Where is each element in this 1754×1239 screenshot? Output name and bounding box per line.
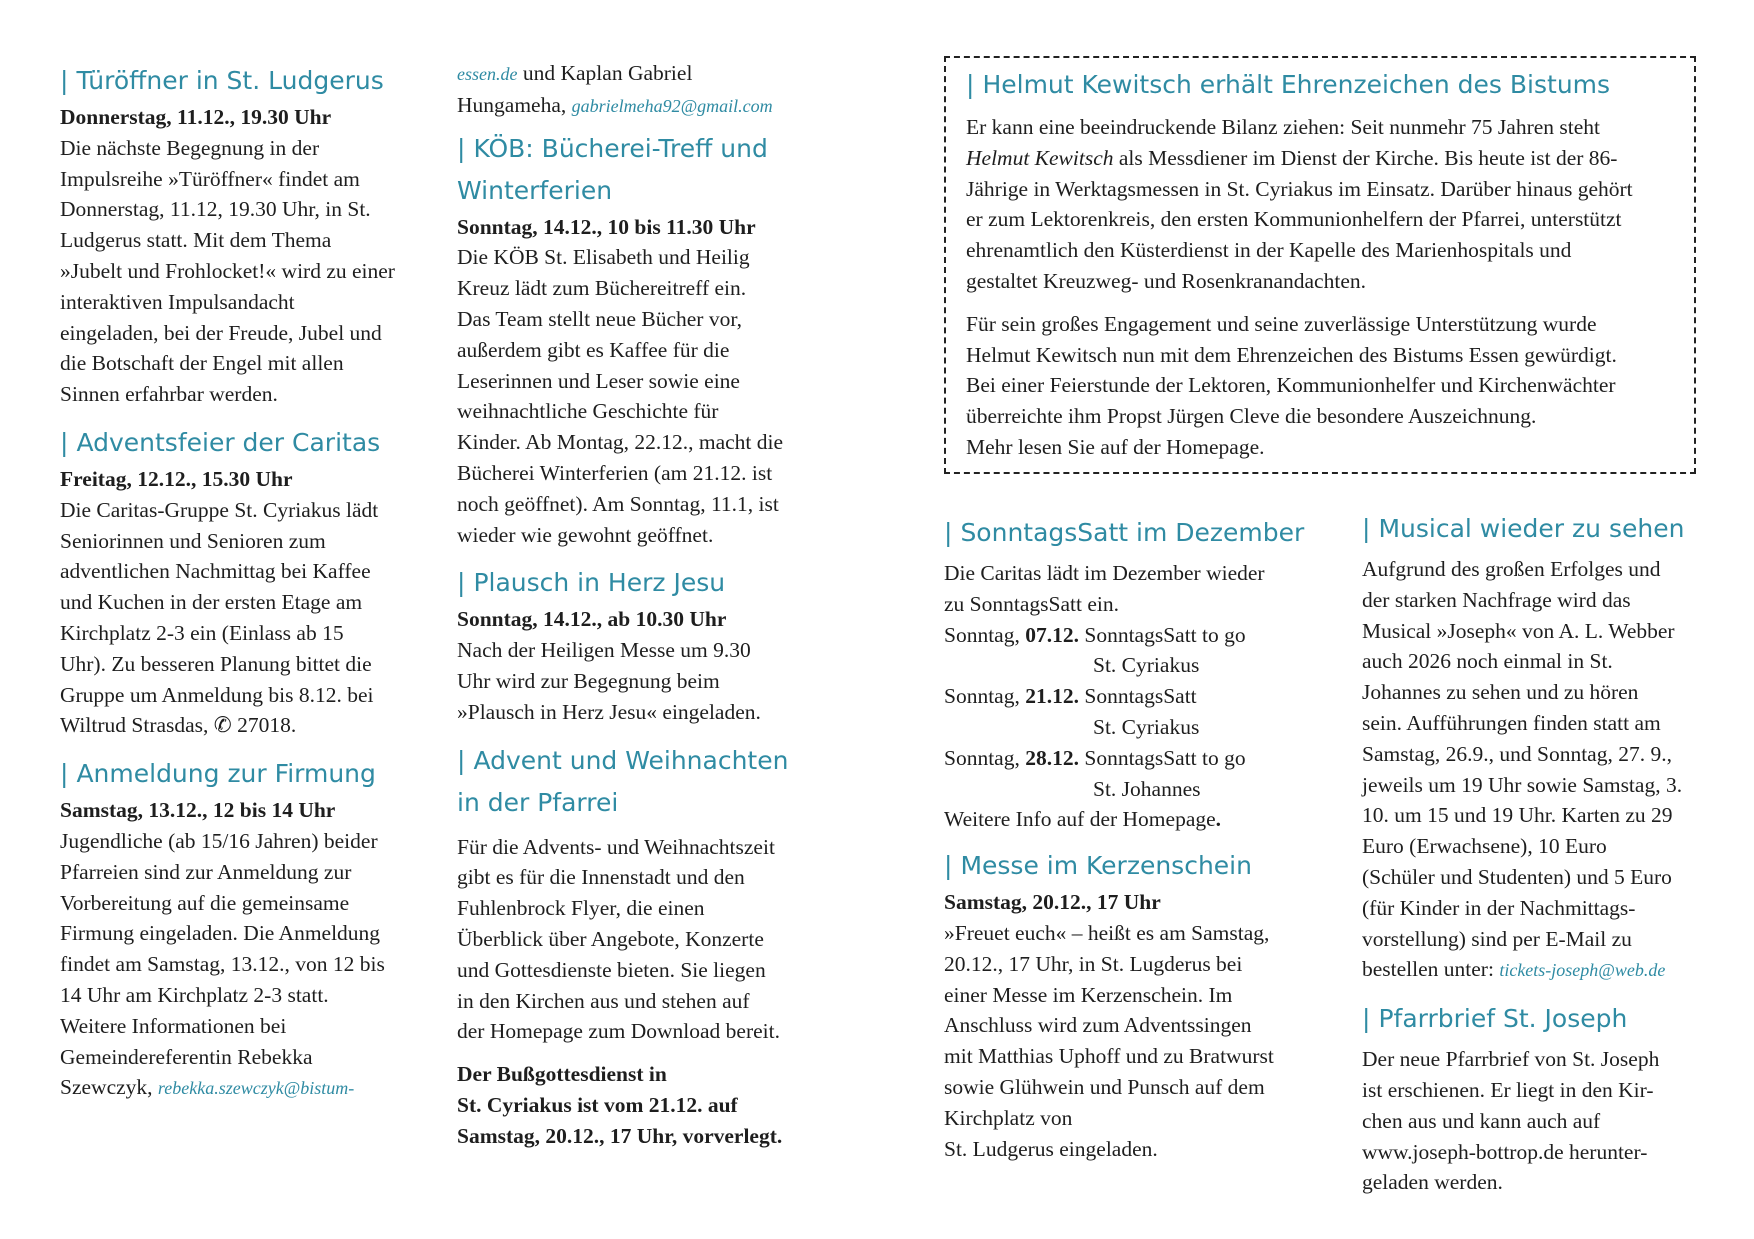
event-date: Samstag, 13.12., 12 bis 14 Uhr: [60, 798, 336, 823]
section-body: Er kann eine beeindruckende Bilanz ziehen: Seit nunmehr 75 Jahren steht Helmut Kewitsch als Messdiener im Dienst der Kirche. Bis heute ist der 86- Jährige in Werktagsmessen in St. Cyriakus im Einsatz. Darüber hinaus gehört er zum Lektorenkreis, den ersten Kommunionhelfern der Pfarrei, unterstützt ehrenamtlich den Küsterdienst in der Kapelle des Marienhospitals und gestaltet Kreuzweg- und Rosenkranandachten.: [966, 115, 1633, 293]
section-title-tueroeffner: | Türöffner in St. Ludgerus: [60, 66, 384, 95]
email-link-szewczyk-cont[interactable]: essen.de: [457, 64, 518, 84]
section-title-adventsfeier: | Adventsfeier der Caritas: [60, 427, 381, 457]
event-date: Freitag, 12.12., 15.30 Uhr: [60, 466, 293, 491]
column-3: [944, 512, 1314, 1164]
section-body: Jugendliche (ab 15/16 Jahren) beider Pfarreien sind zur Anmeldung zur Vorbereitung auf die gemeinsame Firmung eingeladen. Die Anmeldung findet am Samstag, 13.12., von 12 bis 14 Uhr am Kirchplatz 2-3 statt. Weitere Informationen bei Gemeindereferentin Rebekka Szewczyk, rebekka.szewczyk@bistum-: [60, 828, 385, 1100]
event-date: Sonntag, 14.12., ab 10.30 Uhr: [457, 607, 727, 632]
notice-bussgottesdienst: Der Bußgottesdienst in St. Cyriakus ist vom 21.12. auf Samstag, 20.12., 17 Uhr, vorverlegt.: [457, 1062, 783, 1148]
section-title-musical: | Musical wieder zu sehen: [1362, 514, 1685, 543]
column-4: [1362, 508, 1732, 1198]
section-body: Für die Advents- und Weihnachtszeit gibt es für die Innenstadt und den Fuhlenbrock Flyer, die einen Überblick über Angebote, Konzerte und Gottesdienste bieten. Sie liegen in den Kirchen aus und stehen auf der Homepage zum Download bereit.: [457, 834, 780, 1044]
section-body: Der neue Pfarrbrief von St. Joseph ist erschienen. Er liegt in den Kir- chen aus und kann auch auf www.joseph-bottrop.de herunter- geladen werden.: [1362, 1047, 1660, 1195]
event-date: Samstag, 20.12., 17 Uhr: [944, 890, 1161, 915]
event-date: Sonntag, 14.12., 10 bis 11.30 Uhr: [457, 214, 756, 239]
section-body: Aufgrund des großen Erfolges und der starken Nachfrage wird das Musical »Joseph« von A. L. Webber auch 2026 noch einmal in St. Johannes zu sehen und zu hören sein. Aufführungen finden statt am Samstag, 26.9., und Sonntag, 27. 9., jeweils um 19 Uhr sowie Samstag, 3. 10. um 15 und 19 Uhr. Karten zu 29 Euro (Erwachsene), 10 Euro (Schüler und Studenten) und 5 Euro (für Kinder in der Nachmittags- vorstellung) sind per E-Mail zu bestellen unter: tickets-joseph@web.de: [1362, 557, 1683, 982]
section-body: Die nächste Begegnung in der Impulsreihe »Türöffner« findet am Donnerstag, 11.12, 19.30 Uhr, in St. Ludgerus statt. Mit dem Thema »Jubelt und Frohlocket!« wird zu einer interaktiven Impulsandacht eingeladen, bei der Freude, Jubel und die Botschaft der Engel mit allen Sinnen erfahrbar werden.: [60, 135, 395, 407]
section-title-sonntagssatt: | SonntagsSatt im Dezember: [944, 518, 1305, 547]
section-title-advent: | Advent und Weihnachten: [457, 745, 789, 775]
section-title-koeb-line2: Winterferien: [457, 175, 613, 205]
email-link-tickets[interactable]: tickets-joseph@web.de: [1499, 960, 1666, 981]
section-title-kerzenschein: | Messe im Kerzenschein: [944, 851, 1252, 881]
section-body: Die Caritas-Gruppe St. Cyriakus lädt Seniorinnen und Senioren zum adventlichen Nachmittag bei Kaffee und Kuchen in der ersten Etage am Kirchplatz 2-3 ein (Einlass ab 15 Uhr). Zu besseren Planung bittet die Gruppe um Anmeldung bis 8.12. bei Wiltrud Strasdas, ✆ 27018.: [60, 497, 379, 738]
section-body: »Freuet euch« – heißt es am Samstag, 20.12., 17 Uhr, in St. Lugderus bei einer Messe im Kerzenschein. Im Anschluss wird zum Adventssingen mit Matthias Uphoff und zu Bratwurst sowie Glühwein und Punsch auf dem Kirchplatz von St. Ludgerus eingeladen.: [944, 920, 1274, 1161]
section-title-pfarrbrief: | Pfarrbrief St. Joseph: [1362, 1004, 1628, 1034]
email-link-szewczyk[interactable]: rebekka.szewczyk@bistum-: [157, 1078, 355, 1099]
section-body: Für sein großes Engagement und seine zuverlässige Unterstützung wurde Helmut Kewitsch nun mit dem Ehrenzeichen des Bistums Essen gewürdigt. Bei einer Feierstunde der Lektoren, Kommunionhelfer und Kirchenwächter überreichte ihm Propst Jürgen Cleve die besondere Auszeichnung. Mehr lesen Sie auf der Homepage.: [966, 311, 1617, 459]
section-title-kewitsch: | Helmut Kewitsch erhält Ehrenzeichen des Bistums: [966, 70, 1611, 99]
section-body: Die Caritas lädt im Dezember wieder zu SonntagsSatt ein. Sonntag, 07.12. SonntagsSatt to go St. Cyriakus Sonntag, 21.12. SonntagsSatt St. Cyriakus Sonntag, 28.12. SonntagsSatt to go St. Johannes Weitere Info auf der Homepage.: [944, 561, 1265, 832]
section-title-advent-line2: in der Pfarrei: [457, 787, 619, 817]
feature-box-kewitsch: [944, 56, 1696, 474]
section-title-koeb: | KÖB: Bücherei-Treff und: [457, 133, 768, 163]
section-body: Nach der Heiligen Messe um 9.30 Uhr wird zur Begegnung beim »Plausch in Herz Jesu« eingeladen.: [457, 638, 761, 724]
section-title-firmung: | Anmeldung zur Firmung: [60, 759, 376, 789]
column-1: [60, 60, 430, 1104]
event-date: Donnerstag, 11.12., 19.30 Uhr: [60, 105, 332, 129]
section-title-plausch: | Plausch in Herz Jesu: [457, 568, 726, 598]
column-2: essen.de und Kaplan Gabriel Hungameha, gabrielmeha92@gmail.com | KÖB: Bücherei-Treff und Winterferien Sonntag, 14.12., 10 bis 11.30 Uhr Die KÖB St. Elisabeth und Heilig Kreuz lädt zum Büchereitreff ein. Das Team stellt neue Bücher vor, außerdem gibt es Kaffee für die Leserinnen und Leser sowie eine weihnachtliche Geschichte für Kinder. Ab Montag, 22.12., macht die Bücherei Winterferien (am 21.12. ist noch geöffnet). Am Sonntag, 11.1, ist wieder wie gewohnt geöffnet. | Plausch in Herz Jesu Sonntag, 14.12., ab 10.30 Uhr Nach der Heiligen Messe um 9.30 Uhr wird zur Begegnung beim »Plausch in Herz Jesu« eingeladen. | Advent und Weihnachten in der Pfarrei Für die Advents- und Weihnachtszeit gibt es für die Innenstadt und den Fuhlenbrock Flyer, die einen Überblick über Angebote, Konzerte und Gottesdienste bieten. Sie liegen in den Kirchen aus und stehen auf der Homepage zum Download bereit. Der Bußgottesdienst in St. Cyriakus ist vom 21.12. auf Samstag, 20.12., 17 Uhr, vorverlegt.: [457, 58, 827, 1152]
section-body: Die KÖB St. Elisabeth und Heilig Kreuz lädt zum Büchereitreff ein. Das Team stellt neue Bücher vor, außerdem gibt es Kaffee für die Leserinnen und Leser sowie eine weihnachtliche Geschichte für Kinder. Ab Montag, 22.12., macht die Bücherei Winterferien (am 21.12. ist noch geöffnet). Am Sonntag, 11.1, ist wieder wie gewohnt geöffnet.: [457, 245, 784, 547]
email-link-hungameha[interactable]: gabrielmeha92@gmail.com: [571, 95, 773, 116]
